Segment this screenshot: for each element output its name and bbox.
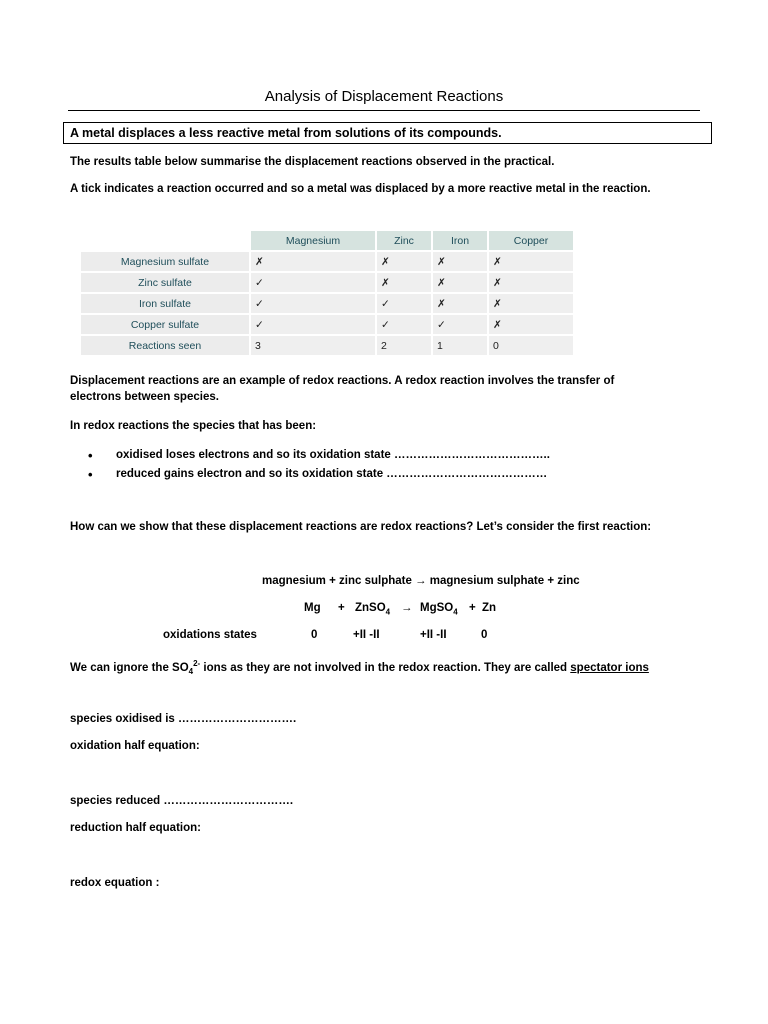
redox-equation-prompt: redox equation : <box>70 877 160 889</box>
ox-state-mgso4: +II -II <box>420 629 447 641</box>
symbol-plus: + <box>469 602 476 614</box>
table-row <box>81 336 573 355</box>
table-cell: ✗ <box>377 252 431 271</box>
spectator-ions-term: spectator ions <box>570 661 649 674</box>
table-cell: ✓ <box>251 273 375 292</box>
table-cell: ✗ <box>489 315 573 334</box>
symbol-zn: Zn <box>482 602 497 614</box>
table-row <box>81 273 573 292</box>
column-header: Copper <box>489 231 573 250</box>
ox-state-znso4: +II -II <box>353 629 380 641</box>
row-header: Zinc sulfate <box>81 273 249 292</box>
ox-state-zn: 0 <box>481 629 488 641</box>
table-corner <box>81 231 249 250</box>
question-paragraph: How can we show that these displacement reactions are redox reactions? Let’s consider the first reaction: <box>70 521 652 533</box>
table-cell: ✗ <box>489 294 573 313</box>
table-cell: 0 <box>489 336 573 355</box>
oxidation-half-equation-prompt: oxidation half equation: <box>70 740 200 752</box>
table-cell: ✗ <box>489 252 573 271</box>
table-cell: 1 <box>433 336 487 355</box>
table-cell: ✗ <box>433 273 487 292</box>
spectator-ions-sentence: We can ignore the $SO_4^{2-}$ ions as they are not involved in the redox reaction. They are called spectator ions <box>70 659 649 677</box>
row-header: Copper sulfate <box>81 315 249 334</box>
reaction-arrow: → <box>401 602 413 614</box>
table-cell: ✓ <box>251 315 375 334</box>
symbol-plus: + <box>338 602 345 614</box>
redox-intro: In redox reactions the species that has been: <box>70 420 317 432</box>
table-cell: ✗ <box>433 294 487 313</box>
table-cell: 3 <box>251 336 375 355</box>
table-cell: ✓ <box>377 294 431 313</box>
symbol-znso4: ZnSO$_4$ <box>355 602 391 617</box>
table-cell: ✓ <box>251 294 375 313</box>
column-header: Zinc <box>377 231 431 250</box>
symbol-mgso4: MgSO$_4$ <box>420 602 458 617</box>
intro-paragraph-2: A tick indicates a reaction occurred and so a metal was displaced by a more reactive metal in the reaction. <box>70 183 651 195</box>
row-header: Reactions seen <box>81 336 249 355</box>
intro-paragraph-1: The results table below summarise the displacement reactions observed in the practical. <box>70 156 555 168</box>
table-cell: ✗ <box>489 273 573 292</box>
oxidation-states-label: oxidations states <box>163 629 257 641</box>
table-header-row <box>81 231 573 250</box>
table-cell: ✓ <box>433 315 487 334</box>
table-row <box>81 315 573 334</box>
list-item: • reduced gains electron and so its oxidation state …………………………………… <box>88 465 550 484</box>
table-cell: ✓ <box>377 315 431 334</box>
oxidation-bullet-list <box>88 446 550 484</box>
table-row <box>81 252 573 271</box>
table-cell: ✗ <box>251 252 375 271</box>
list-item: • oxidised loses electrons and so its oxidation state ………………………………….. <box>88 446 550 465</box>
results-table <box>79 229 575 357</box>
row-header: Magnesium sulfate <box>81 252 249 271</box>
table-cell: 2 <box>377 336 431 355</box>
title-divider <box>68 110 700 111</box>
word-equation: magnesium + zinc sulphate → magnesium sulphate + zinc <box>262 575 580 587</box>
table-cell: ✗ <box>377 273 431 292</box>
redox-paragraph-line-1: Displacement reactions are an example of redox reactions. A redox reaction involves the transfer of <box>70 375 615 387</box>
species-oxidised-prompt: species oxidised is …………………………. <box>70 713 297 725</box>
key-statement-box: A metal displaces a less reactive metal from solutions of its compounds. <box>63 122 712 144</box>
table-row <box>81 294 573 313</box>
ox-state-mg: 0 <box>311 629 318 641</box>
page-title: Analysis of Displacement Reactions <box>264 88 504 105</box>
redox-paragraph-line-2: electrons between species. <box>70 391 219 403</box>
column-header: Iron <box>433 231 487 250</box>
row-header: Iron sulfate <box>81 294 249 313</box>
column-header: Magnesium <box>251 231 375 250</box>
table-cell: ✗ <box>433 252 487 271</box>
symbol-mg: Mg <box>304 602 321 614</box>
species-reduced-prompt: species reduced ……………………………. <box>70 795 294 807</box>
reduction-half-equation-prompt: reduction half equation: <box>70 822 201 834</box>
